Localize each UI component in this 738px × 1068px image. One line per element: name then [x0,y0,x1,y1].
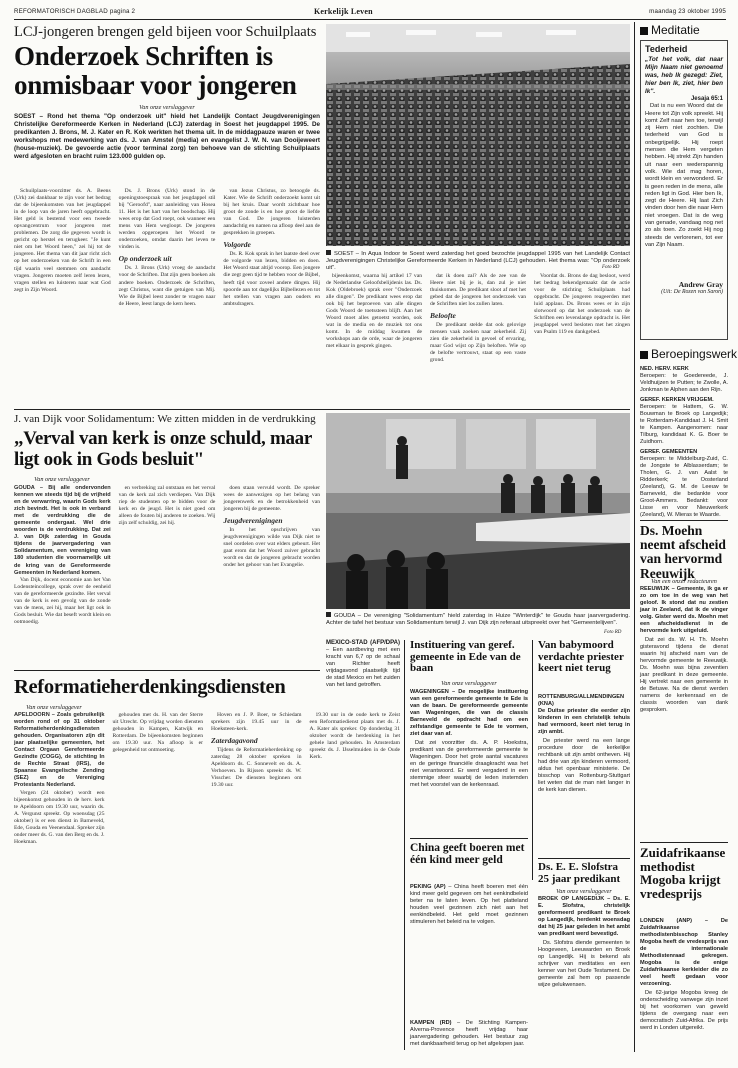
kampen-text: De Stichting Kampen-Alverna-Provence heeft vrijdag haar jaarvergadering gehouden. Het bestuur zag met dankbaarheid terug op het afgelopen jaar. [410,1020,528,1047]
art1-body-right [326,273,630,404]
instituering-headline: Instituering van geref. gemeente in Ede van de baan [410,639,521,675]
meditatie-band [640,23,700,37]
instituering-text: Dat zei voorzitter ds. A. P. Hoekstra, predikant van de gereformeerde gemeente te Wageningen. Door het grote aantal vacatures en de geringe financiële draagkracht was het niet verantwoord. Er werd vergaderd in een stemmige sfeer waarbij de leden instemden met het voorstel van de kerkenraad. [410,740,528,788]
art2-col2-text: en verbreking zal ontstaan en het verval van de kerk zal zich verdiepen. Van Dijk riep de studenten op te bidden voor de kerk en de jeugd. Het is niet goed om alleen de fouten bij anderen te zoeken. Wij zijn zelf schuldig, zei hij. [118,485,216,527]
beroepingswerk-band [640,347,737,361]
babymoord-body [538,694,630,854]
art3-byline: Van onze verslaggever [26,704,82,711]
kampen-dateline: KAMPEN (RD) [410,1020,452,1026]
art3-body [14,712,400,1054]
art3-col3-text: Hoven en J. P. Boer, te Schiedam sprekers zijn 19.45 uur in de Hoeksteen-kerk. [211,712,302,733]
art2-lead: GOUDA – Bij alle ondervonden kennen we steeds tijd bij de vrijheid en de verwarring, waarin Gods kerk zich bevindt. Het is ook in verband met de verdrukking die de gemeente ondergaat. Wel drie woorden is de verdrukking. Dat zei J. van Dijk zaterdag in Gouda tijdens de jaarvergadering van Solidamentum, een vereniging van 180 studenten die voornamelijk uit de kring van de Gereformeerde Gemeenten in Nederland komen. [14,485,111,576]
art2-caption-text: GOUDA – De vereniging "Solidamentum" hield zaterdag in Huize "Winterdijk" te Gouda haar jaarvergadering. Achter de tafel het bestuur van Solidamentum terwijl J. van Dijk zijn referaat uitspreekt over het "Gemeentelijven". [326,613,630,627]
mexico-text: Een aardbeving met een kracht van 6,7 op de schaal van Richter heeft vrijdagavond plaatselijk tijd de stad Mexico en het zuiden van het land getroffen. [326,647,400,688]
art1-photo-audience [326,24,630,246]
meditatie-reference: Jesaja 65:1 [690,96,723,102]
art3-subhead-zaterdagavond: Zaterdagavond [211,736,258,746]
art3-top-rule [14,670,320,671]
art2-col3-text: doen staan vervuld wordt. De spreker wees de aanwezigen op het belang van jongerenwerk en de betrokkenheid van jongeren bij de gemeente. [223,485,321,513]
beroep-head-3: GEREF. GEMEENTEN [640,449,698,455]
moehn-text: Dat zei ds. W. H. Th. Moehn gisteravond tijdens de dienst waarin hij afscheid nam van de hervormde gemeente te Reeuwijk. Ds. Moehn was bijna zeventien jaar predikant in deze gemeente. Hij vertrekt naar een gemeente in de Betuwe. Na de dienst werden namens de kerkenraad en de classis woorden van dank gesproken. [640,637,728,713]
beroep-head-2: GEREF. KERKEN VRIJGEM. [640,397,714,403]
beroepingswerk-band-label: Beroepingswerk [651,347,738,361]
slofstra-text: Ds. Slofstra diende gemeenten te Hoogeveen, Leeuwarden en Broek op Langedijk. Hij is bekend als schrijver van meditaties en een kenner van het Oude Testament. De gemeente zal hem op passende wijze gelukwensen. [538,940,630,988]
art2-photo-credit: Foto RD [604,630,622,635]
art1-col2-text: Ds. J. Brons (Urk) stond in de openingstoespraak van het jeugdappel stil bij "Geroofd", naar aanleiding van Hosea 11. Het is het hart van het boodschap. Hij wees erop dat God roept, ook wanneer een mens van Hem wegloopt. De jongeren werden opgeroepen het Woord te onderzoeken, omdat daarin het leven te vinden is. [118,188,216,251]
section-name: Kerkelijk Leven [314,7,373,16]
art1-col6-text: Voordat ds. Brons de dag besloot, werd het bedrag bekendgemaakt dat de actie voor de stichting Schuilplaats had opgebracht. De jongeren reageerden met luid applaus. Ds. Brons wees er in zijn slotwoord op dat het onderzoek van de Schriften een levenslange opdracht is. Het jeugdappel werd besloten met het zingen van Psalm 119 en dankgebed. [534,273,630,336]
art2-col-1 [14,485,111,667]
art2-subhead-jeugdverenigingen: Jeugdverenigingen [223,516,283,526]
beroepingswerk-list [640,366,728,516]
beroep-text-3: Beroepen: te Middelburg-Zuid, C. de Jongste te Alblasserdam; te Tholen, G. J. van Aalst te Ridderkerk; te Oosterland (Zeeland), G. M. de Leeuw te Barneveld, die bedankte voor Groot-Ammers. Bedankt: voor Lisse en voor Nieuwerkerk (Zeeland), W. Mieras te Waarde. [640,456,728,518]
moehn-lead: REEUWIJK – Gemeente, ik ga er zo om toe in de weg van het geloof. Ik stond dat nu zestien jaar in Zeeland, dat ik de vinger volg. Gister werd ds. Moehn met een afscheidsdienst in de hervormde kerk uitgeluid. [640,586,728,634]
art3-col1-text: Vergen (24 oktober) wordt een bijeenkomst gehouden in de herv. kerk te Apeldoorn om 19.30 uur, waarin ds. A. Vergunst spreekt. Op woensdag (25 oktober) is er een dienst in Barneveld, Ede, Gouda en Veenendaal. Spreker zijn onder meer ds. G. van den Berg en ds. J. Hoekman. [14,789,105,845]
art1-col3-text: van Jezus Christus, zo betoogde ds. Kater. Wie de Schrift onderzoekt komt uit bij het kruis. Daar wordt zichtbaar hoe groot de zonde is en hoe groot de liefde van God. De jongeren luisterden aandachtig en namen na afloop deel aan de gesprekken in groepen. [223,188,321,237]
art2-body [14,485,320,667]
art1-lead: SOEST – Rond het thema "Op onderzoek uit" hield het Landelijk Contact Jeugdverenigingen Christelijke Gereformeerde Kerken in Nederland (LCJ) zaterdag in Soest het jeugdappel 1995. De predikanten J. Brons, M. J. Kater en R. Kok werkten het thema uit. In de middagpauze waren er twee workshops met medewerking van ds. J. van Amstel (media) en evangelist J. W. N. van Dooijeweert (house-muziek). De gevoerde actie (voor terminal zorg) ten behoeve van de stichting Schuilplaats werd afgesloten en bracht ruim 123.000 gulden op. [14,113,320,161]
art1-col-2 [119,188,216,404]
meditatie-body: Dat is nu een Woord dat de Heere tot Zijn volk spreekt. Hij komt Zelf naar hen toe, terwijl zij Hem niet zochten. Die tederheid van God is onbegrijpelijk. Hij roept mensen die Hem vergeten hebben. Hij strekt Zijn handen uit naar een wederspannig volk. Wie dat mag horen, wordt klein en verwonderd. Er is geen reden in de mens, alle reden ligt in God. Hier ben Ik, zegt de Heere. Hij laat Zich vinden door hen die naar Hem niet vroegen. Dat is de weg van genade, vandaag nog net zo als toen. Zo zoekt Hij nog steeds de verlorenen, tot eer van Zijn Naam. [645,103,723,248]
header-rule [14,19,726,20]
art1-col5b-text: De predikant stelde dat ook gelovige mensen vaak zoeken naar zekerheid. Zij zien die zekerheid in gevoel of ervaring, maar God wijst op Zijn beloften. Wie op de belofte vertrouwt, staat op een vaste grond. [430,322,526,364]
meditatie-quote: „Tot het volk, dat naar Mijn Naam niet genoemd was, heb Ik gezegd: Ziet, hier ben Ik, ziet, hier ben Ik". [645,56,723,95]
art1-photo-caption [326,250,630,273]
art1-col-4 [326,273,422,404]
art1-kicker: LCJ-jongeren brengen geld bijeen voor Schuilplaats [14,24,317,40]
art3-col4-text: 19.30 uur in de oude kerk te Zeist een Reformatiedienst plaats met ds. J. A. Kater als spreker. Op donderdag 31 oktober wordt de herdenking in het gehele land gehouden. In Amsterdam spreekt ds. J. IJsselmuiden in de Oude Kerk. [309,712,400,761]
issue-date: maandag 23 oktober 1995 [649,8,726,15]
art1-col2b-text: Ds. J. Brons (Urk) vroeg de aandacht voor de Schriften. Dat zijn geen boeken als andere boeken. Onderzoek de Schriften, zegt Christus, want die getuigen van Mij. Wie de Bijbel leest zonder te vragen naar de Heere, leest langs de kern heen. [118,265,216,307]
meditatie-author: Andrew Gray [678,280,723,290]
zuidafrika-headline: Zuidafrikaanse methodist Mogoba krijgt vredesprijs [640,845,726,901]
art3-lead: APELDOORN – Zoals gebruikelijk worden rond of op 31 oktober Reformatieherdenkingsdiensten gehouden. Organisatoren zijn dit jaar plaatselijke gemeenten, het Contact Orgaan Gereformeerde Gezindte (COGG), de stichting In de Rechte Straat (IRS), de Spaanse Evangelische Zending (SEZ) en de Vereniging Protestants Nederland. [14,712,105,789]
beroep-head-1: NED. HERV. KERK [640,366,689,372]
art1-subhead-belofte: Beloofte [430,311,456,321]
art3-col-3 [211,712,302,1054]
zuidafrika-text: De 62-jarige Mogoba kreeg de onderscheiding vanwege zijn inzet bij het voorkomen van geweld tijdens de overgang naar een democratisch Zuid-Afrika. De prijs werd in Londen uitgereikt. [640,990,728,1031]
instituering-lead: WAGENINGEN – De mogelijke instituering van een gereformeerde gemeente te Ede is van de baan. De gereformeerde gemeente van Wageningen, die van de classis Barneveld de opdracht had om een zelfstandige gemeente te Ede te vormen, ziet daar van af. [410,689,528,737]
art1-byline: Van onze verslaggever [139,104,195,111]
running-head [14,8,726,18]
slofstra-lead: BROEK OP LANGEDIJK – Ds. E. E. Slofstra, christelijk gereformeerd predikant te Broek op Langedijk, herdenkt woensdag dat hij 25 jaar geleden in het ambt van predikant werd bevestigd. [538,896,630,937]
babymoord-text: De priester werd na een lange procedure door de kerkelijke rechtbank uit zijn ambt ontheven. Hij had drie van zijn kinderen vermoord, aldus het openbaar ministerie. De bisschop van Rottenburg-Stuttgart liet weten dat de man niet langer in de kerk kan dienen. [538,738,630,793]
art1-body-left [14,188,320,404]
caption-square-icon [326,612,331,617]
slofstra-headline: Ds. E. E. Slofstra 25 jaar predikant [538,861,621,885]
art1-subhead-onderzoek: Op onderzoek uit [118,254,172,264]
china-top-rule [410,838,528,839]
art1-col-6 [534,273,630,404]
art1-headline: Onderzoek Schriften is onmisbaar voor jongeren [14,41,297,100]
art1-col-1 [14,188,111,404]
beroep-text-2: Beroepen: te Hattem, G. W. Bouwman te Broek op Langedijk; te Rotterdam-Kandidaat J. H. Smit te Kampen. Aangenomen: naar Tilburg, kandidaat K. G. Boer te Zuidhorn. [640,404,728,445]
art1-photo-credit: Foto RD [602,265,620,270]
instituering-body [410,689,528,835]
meditatie-box [640,40,728,340]
meeting-photo-illustration [326,413,630,609]
art2-photo-meeting [326,413,630,609]
art2-col3b-text: In het opschrijven van jeugdverenigingen wilde van Dijk niet te snel oordelen over wat elders gebeurt. Het gaat erom dat het Woord zuiver gebracht wordt en dat de jongeren gebracht worden onder het gehoor van het Evangelie. [223,527,321,569]
meditatie-band-label: Meditatie [651,23,700,37]
art2-col-3 [223,485,320,667]
art2-col1-text: Van Dijk, docent economie aan het Van Lodensteincollege, sprak over de eenheid van de gereformeerde gezindte. Het verval van de kerk is een gevolg van de zonde van de mens, zei hij, maar het ligt ook in Gods besluit. Wie dat beseft wordt klein en ootmoedig. [14,576,111,625]
art1-subhead-volgorde: Volgorde [223,240,251,250]
column-divider-1 [404,640,405,1050]
sidebar-rule-2 [640,842,728,843]
moehn-byline: Van een onzer redacteuren [651,578,717,585]
caption-square-icon [326,250,331,255]
sidebar-rule-1 [640,520,728,521]
zuidafrika-body [640,918,728,1053]
moehn-body [640,586,728,806]
art1-col1-text: Schuilplaats-voorzitter ds. A. Beens (Urk) zei dankbaar te zijn voor het bedrag dat de bijeenkomsten van het jeugdappel in de loop van de jaren heeft opgebracht. Het geld is bestemd voor een tweede opvangcentrum voor jongeren met problemen. De zorg die gegeven wordt is gericht op herstel en terugkeer. "Je kunt niet om het Woord heen," zei hij tot de jongeren. Het thema van dit jaar richt zich op het onderzoeken van de Schrift in een tijd waarin veel stemmen om aandacht vragen. Jongeren moeten zelf leren lezen, vragen stellen en luisteren naar wat God zegt in Zijn Woord. [14,188,111,293]
art3-col3b-text: Tijdens de Reformatieherdenking op zaterdag 28 oktober spreken in Apeldoorn ds. C. Sonnevelt en ds. A. Verhoeven. In Rijssen spreekt ds. W. Visscher. De diensten beginnen om 19.30 uur. [211,747,302,789]
art1-col4-text: bijeenkomst, waarna hij artikel 17 van de Nederlandse Geloofsbelijdenis las. Ds. Kok (Oldebroek) sprak over "Onderzoek alle dingen". De predikant wees erop dat ook bij het beproeven van alle dingen Gods Woord de toetssteen blijft. Aan het Woord moet alles getoetst worden, ook wat in de media en de muziek tot ons komt. In de middag kwamen de workshops aan de orde, waar de jongeren met elkaar in gesprek gingen. [326,273,422,350]
art2-kicker: J. van Dijk voor Solidamentum: We zitten midden in de verdrukking [14,413,316,425]
art3-col2-text: gehouden met ds. H. van der Sterre uit Utrecht. Op vrijdag worden diensten gehouden in Kampen, Katwijk en Rotterdam. De bijeenkomsten beginnen om 19.30 uur. Na afloop is er gelegenheid tot ontmoeting. [112,712,203,754]
slofstra-byline: Van onze verslaggever [556,888,612,895]
art2-top-rule [14,409,630,410]
art2-photo-caption [326,612,630,627]
audience-photo-illustration [326,24,630,246]
publication-name: REFORMATORISCH DAGBLAD pagina 2 [14,8,136,15]
mexico-brief [326,640,400,688]
kampen-brief: KAMPEN (RD) – De Stichting Kampen-Alverna-Provence heeft vrijdag haar jaarvergadering gehouden. Het bestuur zag met dankbaarheid terug op het afgelopen jaar. [410,1020,528,1047]
china-dateline: PEKING (AP) [410,884,446,890]
china-body [410,884,528,1016]
art3-col-2 [113,712,204,1054]
art1-col-5 [430,273,526,404]
beroep-text-1: Beroepen: te Goedereede, J. Veldhuijzen te Putten; te Zwolle, A. Jonkman te Alphen aan den Rijn. [640,373,728,393]
art1-col3b-text: Ds. R. Kok sprak in het laatste deel over de volgorde van lezen, bidden en doen. Het Woord staat altijd voorop. Een jongere die zegt geen tijd te hebben voor de Bijbel, heeft tijd voor zoveel andere dingen. Hij spoorde aan tot dagelijks Bijbellezen en tot het stellen van vragen aan ouders en ambtsdragers. [223,251,321,307]
art1-col5-text: dat ik doen zal? Als de zee van de Heere niet bij je is, dan zul je niet thuiskomen. De predikant sloot af met het gebed dat de jongeren het onderzoek van de Schriften niet los zullen laten. [430,273,526,308]
slofstra-top-rule [538,858,630,859]
art3-col-4 [310,712,401,1054]
art2-headline: „Verval van kerk is onze schuld, maar ligt ook in Gods besluit" [14,428,312,470]
meditatie-body-wrap [641,55,727,280]
mexico-text-wrap: MEXICO-STAD (AFP/DPA) – Een aardbeving met een kracht van 6,7 op de schaal van Richter heeft vrijdagavond plaatselijk tijd de stad Mexico en het zuiden van het land getroffen. [326,640,400,688]
column-divider-2 [532,640,533,880]
moehn-headline: Ds. Moehn neemt afscheid van hervormd Reeuwijk [640,523,726,581]
meditatie-title: Tederheid [645,44,688,54]
band-square-icon [640,351,648,359]
art2-byline: Van onze verslaggever [34,476,90,483]
art3-headline: Reformatieherdenkingsdiensten [14,676,286,698]
art2-col-2 [119,485,216,667]
china-headline: China geeft boeren met één kind meer geld [410,842,525,867]
sidebar-divider [634,22,635,1052]
art3-col-1 [14,712,105,1054]
instituering-byline: Van onze verslaggever [441,680,497,687]
babymoord-headline: Van babymoord verdachte priester keert niet terug [538,639,624,675]
china-text: China heeft boeren met één kind meer geld gegeven om het eenkindbeleid beter na te laten leven. Op het platteland houden veel gezinnen zich niet aan het eenkindbeleid. Het geld moet gezinnen stimuleren het beleid na te volgen. [410,884,528,925]
zuidafrika-lead: LONDEN (ANP) – De Zuidafrikaanse methodistenbisschop Stanley Mogoba heeft de vredesprijs van de internationale Methodistenraad gekregen. Mogoba is de enige Zuidafrikaanse kerkleider die zo veel heeft gedaan voor verzoening. [640,918,728,987]
art1-col-3 [223,188,320,404]
babymoord-dateline: ROTTENBURG/ALLMENDINGEN (KNA) [538,694,625,707]
mexico-dateline: MEXICO-STAD (AFP/DPA) [326,640,400,646]
meditatie-affiliation: (Uit: De Rozen van Saron) [661,289,723,296]
china-text-wrap: PEKING (AP) – China heeft boeren met één kind meer geld gegeven om het eenkindbeleid beter na te laten leven. Op het platteland houden veel gezinnen zich niet aan het eenkindbeleid. Het geld moet gezinnen stimuleren het beleid na te volgen. [410,884,528,925]
slofstra-body [538,896,630,1052]
band-square-icon [640,27,648,35]
babymoord-lead: De Duitse priester die eerder zijn kinderen in een christelijk tehuis had vermoord, keert niet terug in zijn ambt. [538,708,630,735]
art1-caption-text: SOEST – In Aqua Indoor te Soest werd zaterdag het goed bezochte jeugdappel 1995 van het Landelijk Contact Jeugdverenigingen Christelijke Gereformeerde Kerken in Nederland (LCJ) gehouden. Het thema was: "Op onderzoek uit". [326,251,630,272]
